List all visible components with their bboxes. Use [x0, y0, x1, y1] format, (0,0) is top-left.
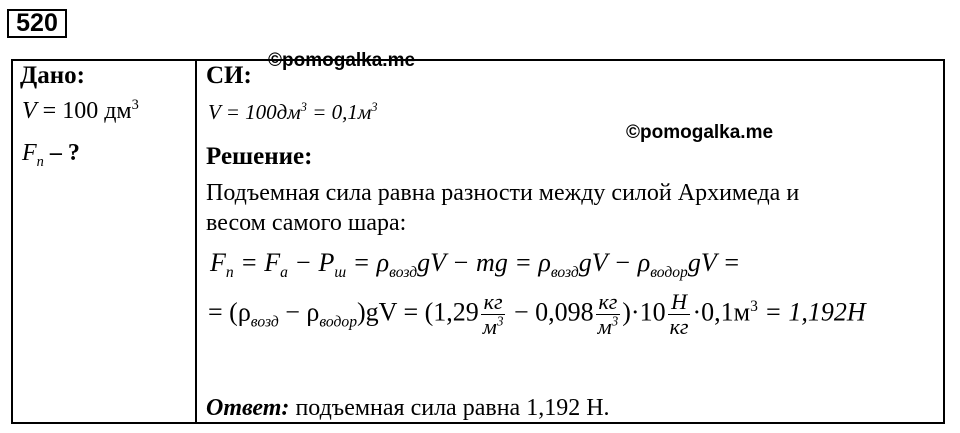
column-divider [195, 59, 197, 424]
formula-line-2: = $(\rho_{возд} - \rho_{водор})gV = (1,29$ $\frac{кг}{м^3}$ − 0,098 $\frac{кг}{м^3}$ )·10 $\frac{Н}{кг}$ $\cdot 0,1м^3 = 1,192Н$ [208, 289, 866, 339]
watermark-top: ©pomogalka.me [268, 50, 416, 71]
fraction-n-per-kg: $\frac{Н}{кг}$ [669, 289, 689, 339]
si-header: СИ: [206, 62, 252, 89]
answer-line [206, 395, 610, 422]
solution-line-2: весом самого шара: [206, 210, 407, 236]
solution-line-1: Подъемная сила равна разности между силой Архимеда и [206, 180, 800, 206]
problem-number: 520 [7, 9, 67, 38]
si-conversion: $V = 100дм^3 = 0,1м^3$ [208, 100, 378, 124]
given-force: $F_п$ – ? [22, 140, 80, 170]
watermark-middle: ©pomogalka.me [626, 122, 774, 143]
given-header: Дано: [20, 62, 85, 89]
answer-label: Ответ: [206, 395, 290, 421]
fraction-kg-per-m3-2: $\frac{кг}{м^3}$ [597, 289, 619, 339]
given-volume: V = 100 $дм^3$ [22, 97, 139, 124]
solution-table [11, 59, 945, 424]
answer-text: подъемная сила равна 1,192 Н. [289, 395, 610, 421]
fraction-kg-per-m3: $\frac{кг}{м^3}$ [482, 289, 504, 339]
solution-header: Решение: [206, 143, 313, 170]
formula-line-1: $F_п = F_а - P_ш = \rho_{возд}gV$ − mg = $\rho_{возд}gV - \rho_{водор}gV$ = [210, 248, 741, 282]
